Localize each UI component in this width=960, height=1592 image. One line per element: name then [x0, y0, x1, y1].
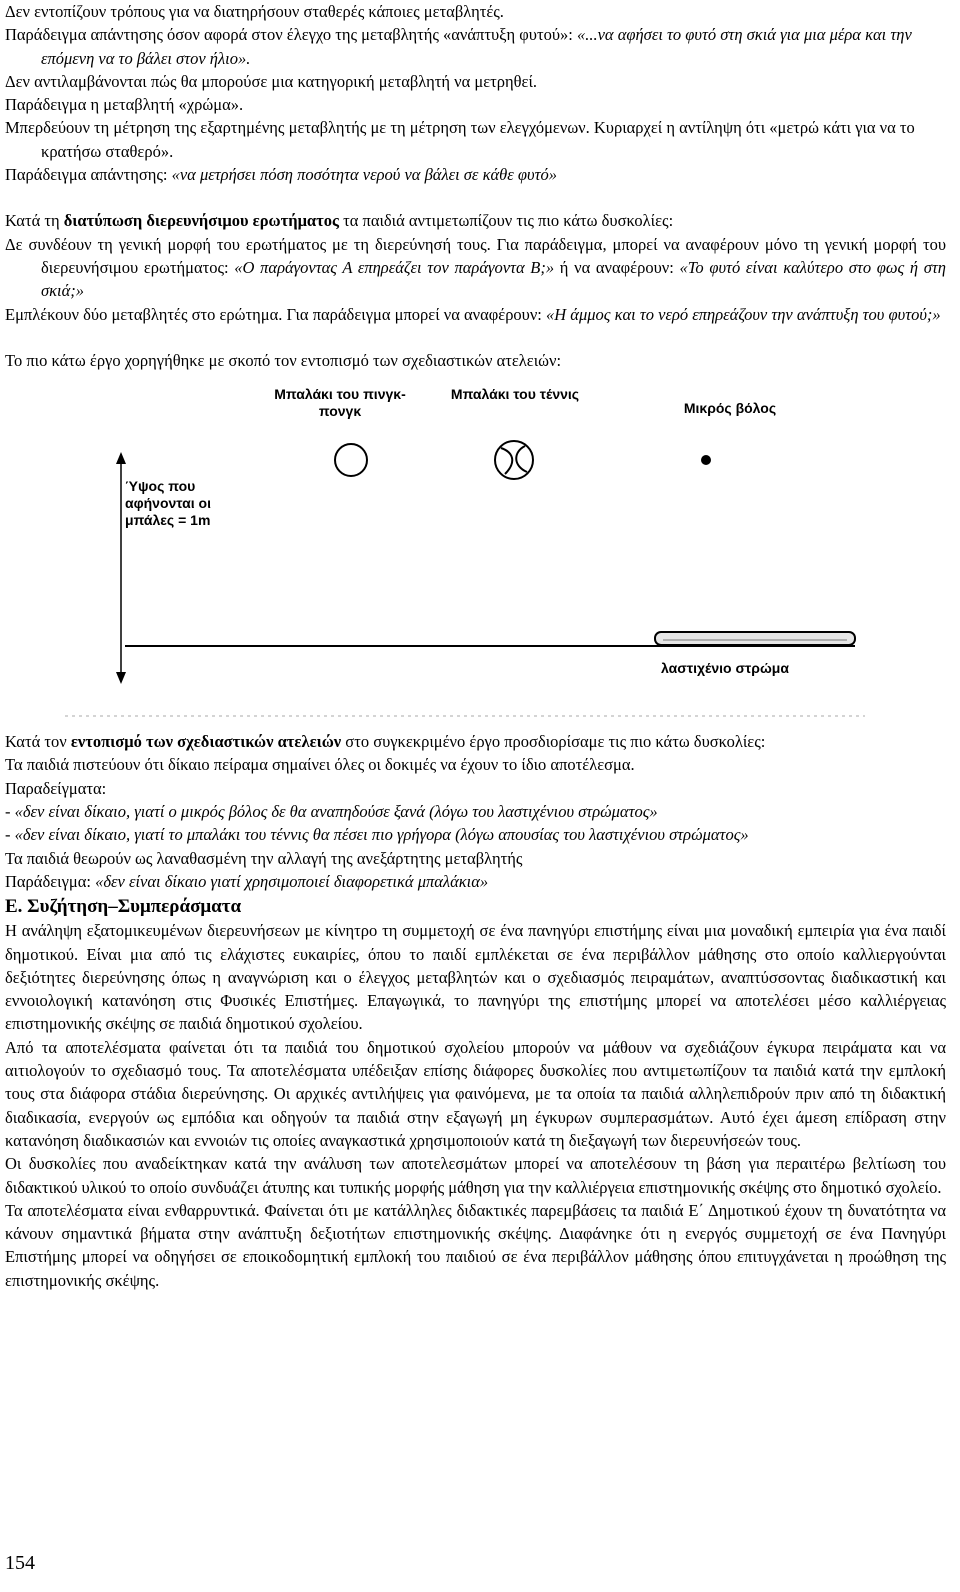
label-tennis: Μπαλάκι του τέννις — [450, 386, 580, 403]
difficulty-line: Δεν αντιλαμβάνονται πώς θα μπορούσε μια κατηγορική μεταβλητή να μετρηθεί. — [5, 71, 538, 91]
task-intro: Το πιο κάτω έργο χορηγήθηκε με σκοπό τον εντοπισμό των σχεδιαστικών ατελειών: — [5, 350, 562, 370]
tennis-ball — [495, 441, 533, 479]
conclusion-paragraph-4: Τα αποτελέσματα είναι ενθαρρυντικά. Φαίνεται ότι με κατάλληλες διδακτικές παρεμβάσεις τα παιδιά Ε΄ Δημοτικού έχουν τη δυνατότητα να κάνουν σημαντικά βήματα στην ανάπτυξη δεξιοτήτων επιστημονικής σκέψης. Διαφάνηκε ότι η ενεργός συμμετοχή σε ένα Πανηγύρι Επιστήμης μπορεί να οδηγήσει σε εποικοδομητική εμπλοκή του παιδιού σε ένα περιβάλλον μάθησης όπου επιτυγχάνεται η προώθηση της επιστημονικής σκέψης. — [5, 1200, 946, 1290]
example-line: - «δεν είναι δίκαιο, γιατί το μπαλάκι του τέννις θα πέσει πιο γρήγορα (λόγω απουσίας του λαστιχένιου στρώματος» — [5, 825, 749, 845]
example-quote: «να μετρήσει πόση ποσότητα νερού να βάλει σε κάθε φυτό» — [171, 165, 557, 185]
example-quote: «Το φυτό είναι καλύτερο στο φως ή στη σκιά;» — [41, 257, 946, 301]
difficulty-line: Μπερδεύουν τη μέτρηση της εξαρτημένης μεταβλητής με τη μέτρηση των ελεγχόμενων. Κυριαρχεί η αντίληψη ότι «μετρώ κάτι για να το κρατήσω σταθερό». — [5, 118, 915, 161]
label-marble: Μικρός βόλος — [683, 400, 777, 417]
label-ping-pong: Μπαλάκι του πινγκ-πονγκ — [274, 386, 406, 420]
conclusion-paragraph-2: Από τα αποτελέσματα φαίνεται ότι τα παιδιά του δημοτικού σχολείου μπορούν να μάθουν να σχεδιάζουν έγκυρα πειράματα και να αιτιολογούν το σχεδιασμό τους. Τα αποτελέσματα υπέδειξαν επίσης διάφορες δυσκολίες που αντιμετωπίζουν τα παιδιά κατά την εμπλοκή τους στα διάφορα στάδια διερεύνησης. Οι αρχικές αντιλήψεις για φαινόμενα, με τα οποία τα παιδιά αλληλεπιδρούν πριν από τη διδακτική διαδικασία, ενεργούν ως εμπόδια και οδηγούν τα παιδιά στην εξαγωγή μη έγκυρων συμπερασμάτων. Αυτό έχει άμεση επίδραση στην κατανόηση διαδικασιών και εννοιών τις οποίες αναγκαστικά χρησιμοποιούν κατά τη διεξαγωγή των διερευνήσεών τους. — [5, 1037, 946, 1150]
example-line: Παράδειγμα απάντησης όσον αφορά στον έλεγχο της μεταβλητής «ανάπτυξη φυτού»: «...να αφήσει το φυτό στη σκιά για μια μέρα και την επόμενη να το βάλει στον ήλιο». — [5, 25, 912, 68]
page-content — [5, 0, 946, 1292]
example-quote: «Ο παράγοντας Α επηρεάζει τον παράγοντα Β;» — [234, 257, 555, 277]
example-line: Παράδειγμα η μεταβλητή «χρώμα». — [5, 95, 244, 115]
example-quote: «δεν είναι δίκαιο, γιατί ο μικρός βόλος δε θα αναπηδούσε ξανά (λόγω του λαστιχένιου στρώματος» — [14, 802, 658, 822]
ping-pong-ball — [335, 444, 367, 476]
design-difficulty: Τα παιδιά θεωρούν ως λαναθασμένη την αλλαγή της ανεξάρτητης μεταβλητής — [5, 848, 523, 868]
label-drop-height: Ύψος που αφήνονται οι μπάλες = 1m — [125, 478, 211, 529]
examples-heading: Παραδείγματα: — [5, 778, 107, 798]
bold-term: διατύπωση διερευνήσιμου ερωτήματος — [63, 211, 339, 231]
design-intro: Κατά τον εντοπισμό των σχεδιαστικών ατελειών στο συγκεκριμένο έργο προσδιορίσαμε τις πιο κάτω δυσκολίες: — [5, 732, 766, 752]
example-line: Παράδειγμα απάντησης: «να μετρήσει πόση ποσότητα νερού να βάλει σε κάθε φυτό» — [5, 165, 557, 185]
example-quote: «δεν είναι δίκαιο, γιατί το μπαλάκι του τέννις θα πέσει πιο γρήγορα (λόγω απουσίας του λαστιχένιου στρώματος» — [14, 825, 749, 845]
example-line: Παράδειγμα: «δεν είναι δίκαιο γιατί χρησιμοποιεί διαφορετικά μπαλάκια» — [5, 871, 489, 891]
example-quote: «δεν είναι δίκαιο γιατί χρησιμοποιεί διαφορετικά μπαλάκια» — [95, 871, 489, 891]
label-rubber-mat: λαστιχένιο στρώμα — [661, 660, 789, 677]
bold-term: εντοπισμό των σχεδιαστικών ατελειών — [70, 732, 342, 752]
section-title: Ε. Συζήτηση–Συμπεράσματα — [5, 896, 242, 918]
page-number: 154 — [5, 1552, 35, 1574]
difficulty-paragraph: Εμπλέκουν δύο μεταβλητές στο ερώτημα. Για παράδειγμα μπορεί να αναφέρουν: «Η άμμος και το νερό επηρεάζουν την ανάπτυξη του φυτού;» — [5, 304, 941, 324]
example-quote: «...να αφήσει το φυτό στη σκιά για μια μέρα και την επόμενη να το βάλει στον ήλιο». — [41, 25, 912, 68]
ball-drop-figure — [5, 378, 946, 718]
rubber-mat — [655, 632, 855, 645]
difficulty-paragraph: Δε συνδέουν τη γενική μορφή του ερωτήματος με τη διερεύνησή τους. Για παράδειγμα, μπορεί να αναφέρουν μόνο τη γενική μορφή του διερευνήσιμου ερωτήματος: «Ο παράγοντας Α επηρεάζει τον παράγοντα Β;» ή να αναφέρουν: «Το φυτό είναι καλύτερο στο φως ή στη σκιά;» — [5, 234, 946, 301]
marble — [701, 455, 711, 465]
example-line: - «δεν είναι δίκαιο, γιατί ο μικρός βόλος δε θα αναπηδούσε ξανά (λόγω του λαστιχένιου στρώματος» — [5, 802, 658, 822]
conclusion-paragraph-3: Οι δυσκολίες που αναδείκτηκαν κατά την ανάλυση των αποτελεσμάτων μπορεί να αποτελέσουν τη βάση για περαιτέρω βελτίωση του διδακτικού υλικού το οποίο συνδυάζει άτυπης και τυπικής μορφής μάθηση για την καλλιέργεια επιστημονικής σκέψης στο δημοτικό σχολείο. — [5, 1154, 946, 1197]
example-quote: «Η άμμος και το νερό επηρεάζουν την ανάπτυξη του φυτού;» — [546, 304, 941, 324]
conclusion-paragraph-1: Η ανάληψη εξατομικευμένων διερευνήσεων με κίνητρο τη συμμετοχή σε ένα πανηγύρι επιστήμης είναι μια μοναδική εμπειρία για ένα παιδί δημοτικού. Είναι μια από τις ελάχιστες ευκαιρίες, όπου το παιδί εμπλέκεται σε ένα περιβάλλον μάθησης στο οποίο καλλιεργούνται δεξιότητες διερεύνησης όπως η αναγνώριση και ο έλεγχος μεταβλητών και ο σχεδιασμός πειραμάτων, αναπτύσσοντας διαδικαστική και εννοιολογική κατανόηση στις Φυσικές Επιστήμες. Επαγωγικά, το πανηγύρι της επιστήμης μπορεί να αποτελέσει μέσο καλλιέργειας επιστημονικής σκέψης σε παιδιά δημοτικού σχολείου. — [5, 921, 946, 1034]
ground-line — [65, 646, 865, 716]
design-difficulty: Τα παιδιά πιστεύουν ότι δίκαιο πείραμα σημαίνει όλες οι δοκιμές να έχουν το ίδιο αποτέλεσμα. — [5, 755, 635, 775]
difficulty-line: Δεν εντοπίζουν τρόπους για να διατηρήσουν σταθερές κάποιες μεταβλητές. — [5, 2, 504, 21]
question-intro: Κατά τη διατύπωση διερευνήσιμου ερωτήματος τα παιδιά αντιμετωπίζουν τις πιο κάτω δυσκολίες: — [5, 211, 674, 231]
